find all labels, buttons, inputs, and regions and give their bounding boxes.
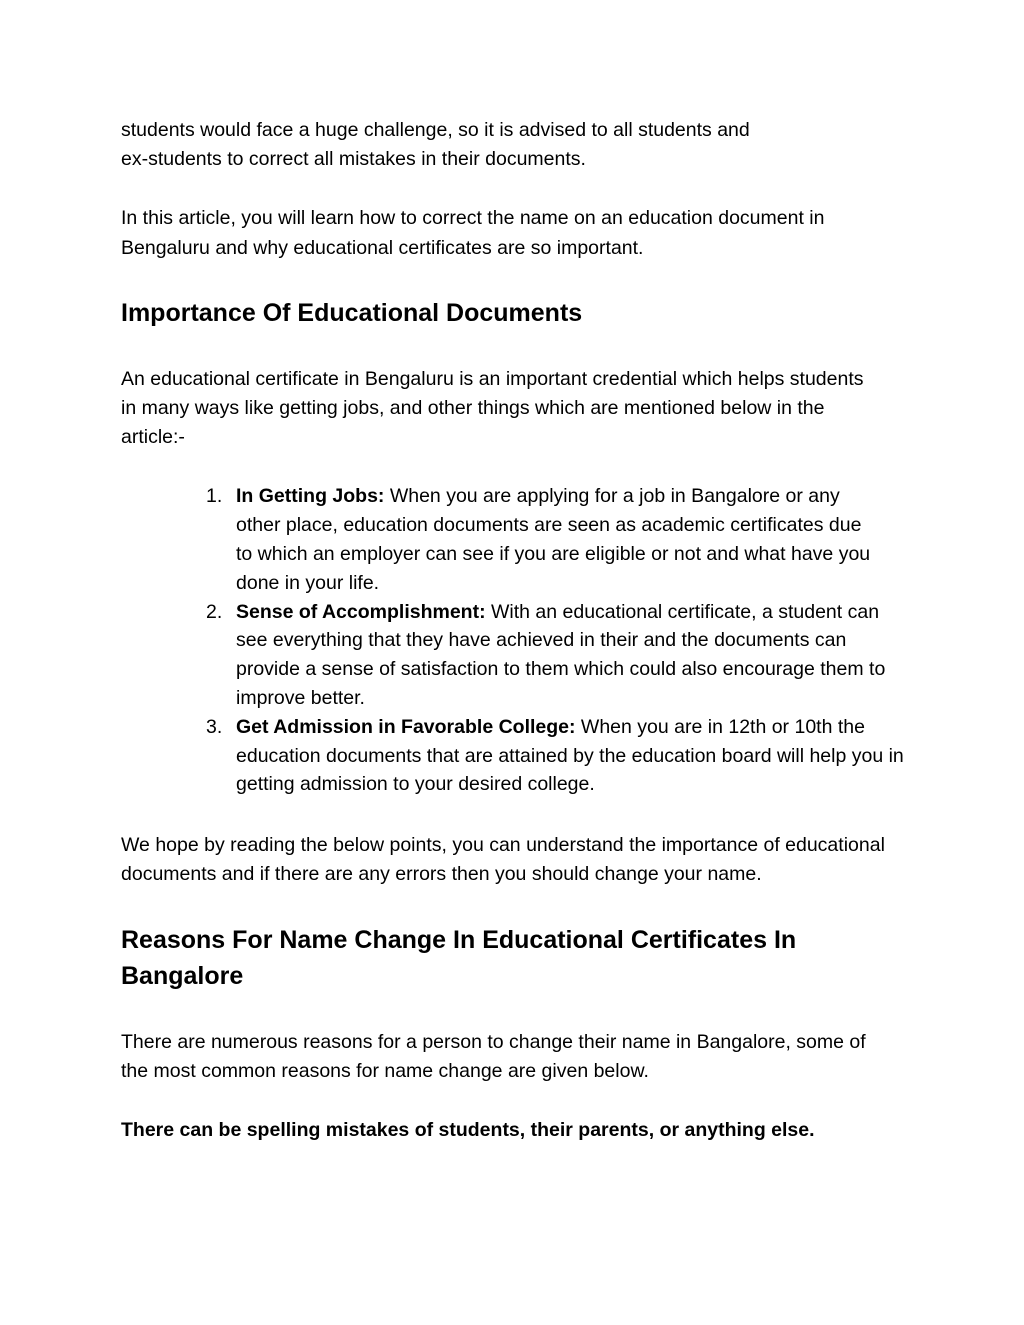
list-item-title: In Getting Jobs: [236,485,385,508]
list-item [121,598,886,713]
list-item-number: 1. [206,485,223,508]
list-item-number: 3. [206,715,223,738]
list-item [121,713,906,799]
spelling-note [121,1116,911,1145]
importance-outro-paragraph: We hope by reading the below points, you can understand the importance of educational documents and if there are any errors then you should change your name. [121,834,885,886]
list-item-title: Sense of Accomplishment: [236,600,486,623]
intro-paragraph-2: In this article, you will learn how to correct the name on an education document in Bengaluru and why educational certificates are so important. [121,207,825,259]
list-item [121,482,881,597]
document-page [121,116,911,1145]
heading-reasons: Reasons For Name Change In Educational Certificates In Bangalore [121,925,797,990]
reasons-intro-paragraph: There are numerous reasons for a person to change their name in Bangalore, some of the most common reasons for name change are given below. [121,1030,866,1082]
intro-paragraph-1 [121,116,911,174]
list-item-number: 2. [206,600,223,623]
list-item-text: When you are in 12th or 10th the education documents that are attained by the education board will help you in getting admission to your desired college. [236,715,904,796]
intro-line-1: students would face a huge challenge, so it is advised to all students and [121,119,750,141]
importance-list [121,482,911,799]
importance-intro-paragraph: An educational certificate in Bengaluru is an important credential which helps students in many ways like getting jobs, and other things which are mentioned below in the article:- [121,367,864,449]
list-item-title: Get Admission in Favorable College: [236,715,576,738]
heading-importance: Importance Of Educational Documents [121,298,583,327]
list-item-text: When you are applying for a job in Bangalore or any other place, education documents are seen as academic certificates due to which an employer can see if you are eligible or not and what have you done in your life. [236,485,871,594]
intro-line-2: ex-students to correct all mistakes in their documents. [121,148,586,171]
list-item-text: With an educational certificate, a student can see everything that they have achieved in their and the documents can provide a sense of satisfaction to them which could also encourage them to improve better. [236,600,886,709]
spelling-note-text: There can be spelling mistakes of students, their parents, or anything else. [121,1119,815,1141]
